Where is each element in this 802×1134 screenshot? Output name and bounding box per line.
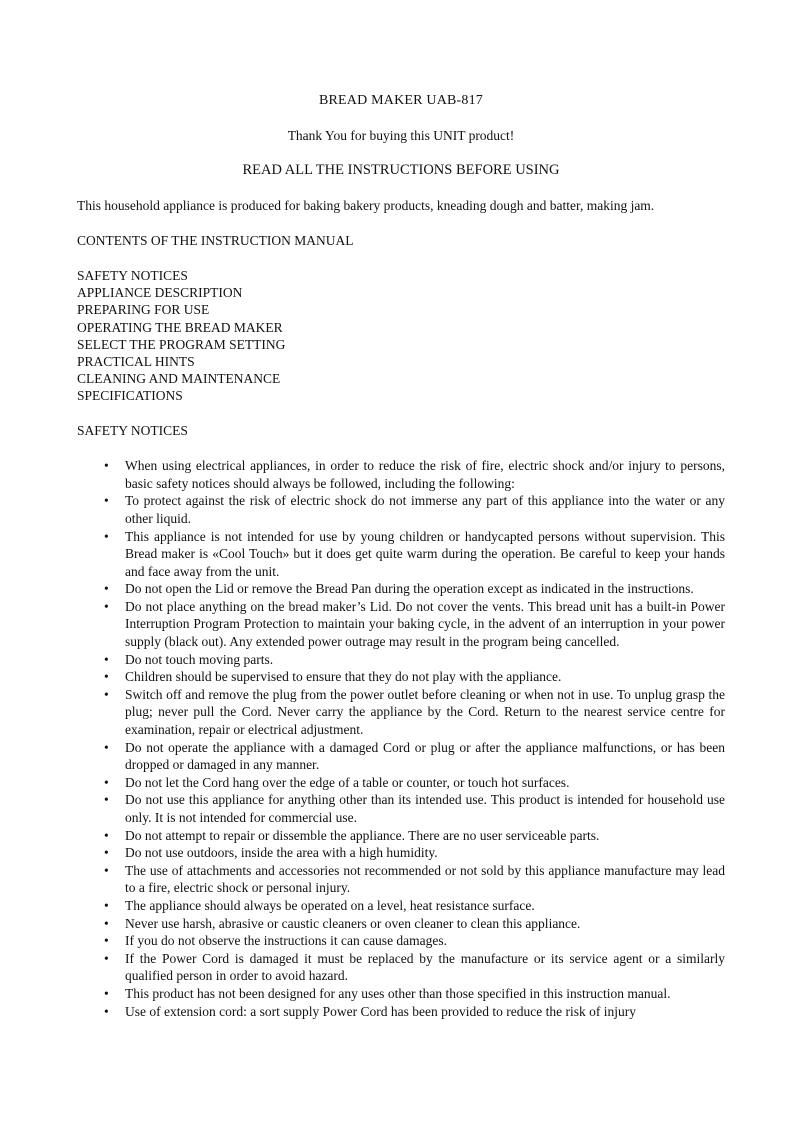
document-title: BREAD MAKER UAB-817 xyxy=(318,93,484,108)
contents-item: SAFETY NOTICES xyxy=(77,268,188,283)
safety-notice-item: • Switch off and remove the plug from the power outlet before cleaning or when not in use. To unplug grasp the plug; never pull the Cord. Never carry the appliance by the Cord. Return to the nearest service centre for examination, repair or electrical adjustment. xyxy=(77,686,725,739)
safety-notice-item: • Use of extension cord: a sort supply Power Cord has been provided to reduce the risk of injury xyxy=(77,1003,725,1021)
safety-notice-item: • To protect against the risk of electric shock do not immerse any part of this appliance into the water or any other liquid. xyxy=(77,492,725,527)
contents-item: PREPARING FOR USE xyxy=(77,302,210,318)
safety-notice-item: • Do not use outdoors, inside the area with a high humidity. xyxy=(77,844,725,862)
contents-item: PRACTICAL HINTS xyxy=(77,354,195,370)
thanks-line: Thank You for buying this UNIT product! xyxy=(287,128,515,143)
safety-notices-list xyxy=(77,457,725,1020)
safety-notice-item: • Do not operate the appliance with a damaged Cord or plug or after the appliance malfunctions, or has been dropped or damaged in any manner. xyxy=(77,739,725,774)
safety-notice-item: • If you do not observe the instructions it can cause damages. xyxy=(77,932,725,950)
safety-notice-item: • This product has not been designed for any uses other than those specified in this instruction manual. xyxy=(77,985,725,1003)
safety-notice-item: • Do not touch moving parts. xyxy=(77,651,725,669)
safety-notice-item: • The use of attachments and accessories not recommended or not sold by this appliance manufacture may lead to a fire, electric shock or personal injury. xyxy=(77,862,725,897)
safety-notice-item: • Do not open the Lid or remove the Bread Pan during the operation except as indicated in the instructions. xyxy=(77,580,725,598)
safety-notice-item: • Do not place anything on the bread maker’s Lid. Do not cover the vents. This bread unit has a built-in Power Interruption Program Protection to maintain your baking cycle, in the advent of an interruption in your power supply (black out). Any extended power outrage may result in the program being cancelled. xyxy=(77,598,725,651)
contents-list xyxy=(77,267,725,405)
safety-notice-item: • Never use harsh, abrasive or caustic cleaners or oven cleaner to clean this appliance. xyxy=(77,915,725,933)
contents-item: OPERATING THE BREAD MAKER xyxy=(77,319,283,335)
read-instructions-line: READ ALL THE INSTRUCTIONS BEFORE USING xyxy=(242,162,560,178)
safety-notices-heading: SAFETY NOTICES xyxy=(77,423,188,439)
safety-notice-item: • When using electrical appliances, in order to reduce the risk of fire, electric shock and/or injury to persons, basic safety notices should always be followed, including the following: xyxy=(77,457,725,492)
contents-item: CLEANING AND MAINTENANCE xyxy=(77,371,281,387)
safety-notice-item: • If the Power Cord is damaged it must be replaced by the manufacture or its service agent or a similarly qualified person in order to avoid hazard. xyxy=(77,950,725,985)
contents-item: SELECT THE PROGRAM SETTING xyxy=(77,336,286,352)
safety-notice-item: • Do not let the Cord hang over the edge of a table or counter, or touch hot surfaces. xyxy=(77,774,725,792)
safety-notice-item: • This appliance is not intended for use by young children or handycapted persons without supervision. This Bread maker is «Cool Touch» but it does get quite warm during the operation. Be careful to keep your hands and face away from the unit. xyxy=(77,528,725,581)
contents-item: APPLIANCE DESCRIPTION xyxy=(77,285,243,301)
safety-notice-item: • Children should be supervised to ensure that they do not play with the appliance. xyxy=(77,668,725,686)
safety-notice-item: • Do not attempt to repair or dissemble the appliance. There are no user serviceable parts. xyxy=(77,827,725,845)
contents-item: SPECIFICATIONS xyxy=(77,388,183,404)
safety-notice-item: • Do not use this appliance for anything other than its intended use. This product is intended for household use only. It is not intended for commercial use. xyxy=(77,791,725,826)
contents-heading: CONTENTS OF THE INSTRUCTION MANUAL xyxy=(77,233,354,248)
safety-notice-item: • The appliance should always be operated on a level, heat resistance surface. xyxy=(77,897,725,915)
intro-paragraph: This household appliance is produced for baking bakery products, kneading dough and batter, making jam. xyxy=(77,198,655,213)
